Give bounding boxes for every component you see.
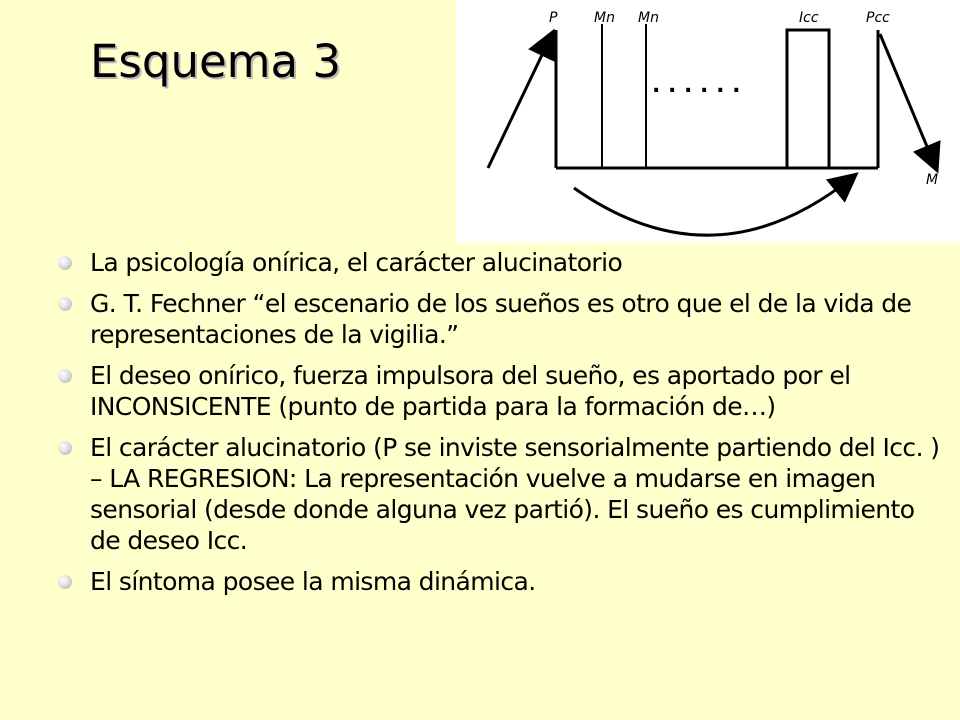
bullet-text: El deseo onírico, fuerza impulsora del sueño, es aportado por el INCONSICENTE (punto de partida para la formación de…) xyxy=(90,361,851,421)
bullet-text: El síntoma posee la misma dinámica. xyxy=(90,567,536,596)
bullet-text: G. T. Fechner “el escenario de los sueños es otro que el de la vida de representaciones de la vigilia.” xyxy=(90,289,912,349)
regression-arc xyxy=(574,176,854,235)
bullet-list xyxy=(58,247,940,607)
label-icc: Icc xyxy=(799,10,819,26)
outgoing-arrow xyxy=(880,34,936,168)
label-m: M xyxy=(926,172,939,188)
bullet-item xyxy=(58,360,940,422)
psychic-apparatus-diagram xyxy=(456,0,960,243)
bullet-item xyxy=(58,247,940,278)
bullet-dot-icon xyxy=(58,256,72,270)
bullet-dot-icon xyxy=(58,369,72,383)
label-p: P xyxy=(549,10,558,26)
bullet-text: La psicología onírica, el carácter alucinatorio xyxy=(90,248,623,277)
bullet-item xyxy=(58,432,940,556)
slide-title: Esquema 3 xyxy=(90,35,341,88)
bullet-item xyxy=(58,288,940,350)
label-mn-1: Mn xyxy=(594,10,615,26)
bullet-dot-icon xyxy=(58,297,72,311)
bullet-dot-icon xyxy=(58,441,72,455)
icc-box xyxy=(787,30,829,168)
label-mn-2: Mn xyxy=(638,10,659,26)
bullet-dot-icon xyxy=(58,575,72,589)
incoming-arrow xyxy=(488,34,552,168)
bullet-item xyxy=(58,566,940,597)
label-pcc: Pcc xyxy=(866,10,890,26)
bullet-text: El carácter alucinatorio (P se inviste sensorialmente partiendo del Icc. ) – LA REGRESION: La representación vuelve a mudarse en imagen sensorial (desde donde alguna vez partió). El sueño es cumplimiento de deseo Icc. xyxy=(90,433,940,555)
ellipsis-dots: . . . . . . xyxy=(652,73,741,98)
